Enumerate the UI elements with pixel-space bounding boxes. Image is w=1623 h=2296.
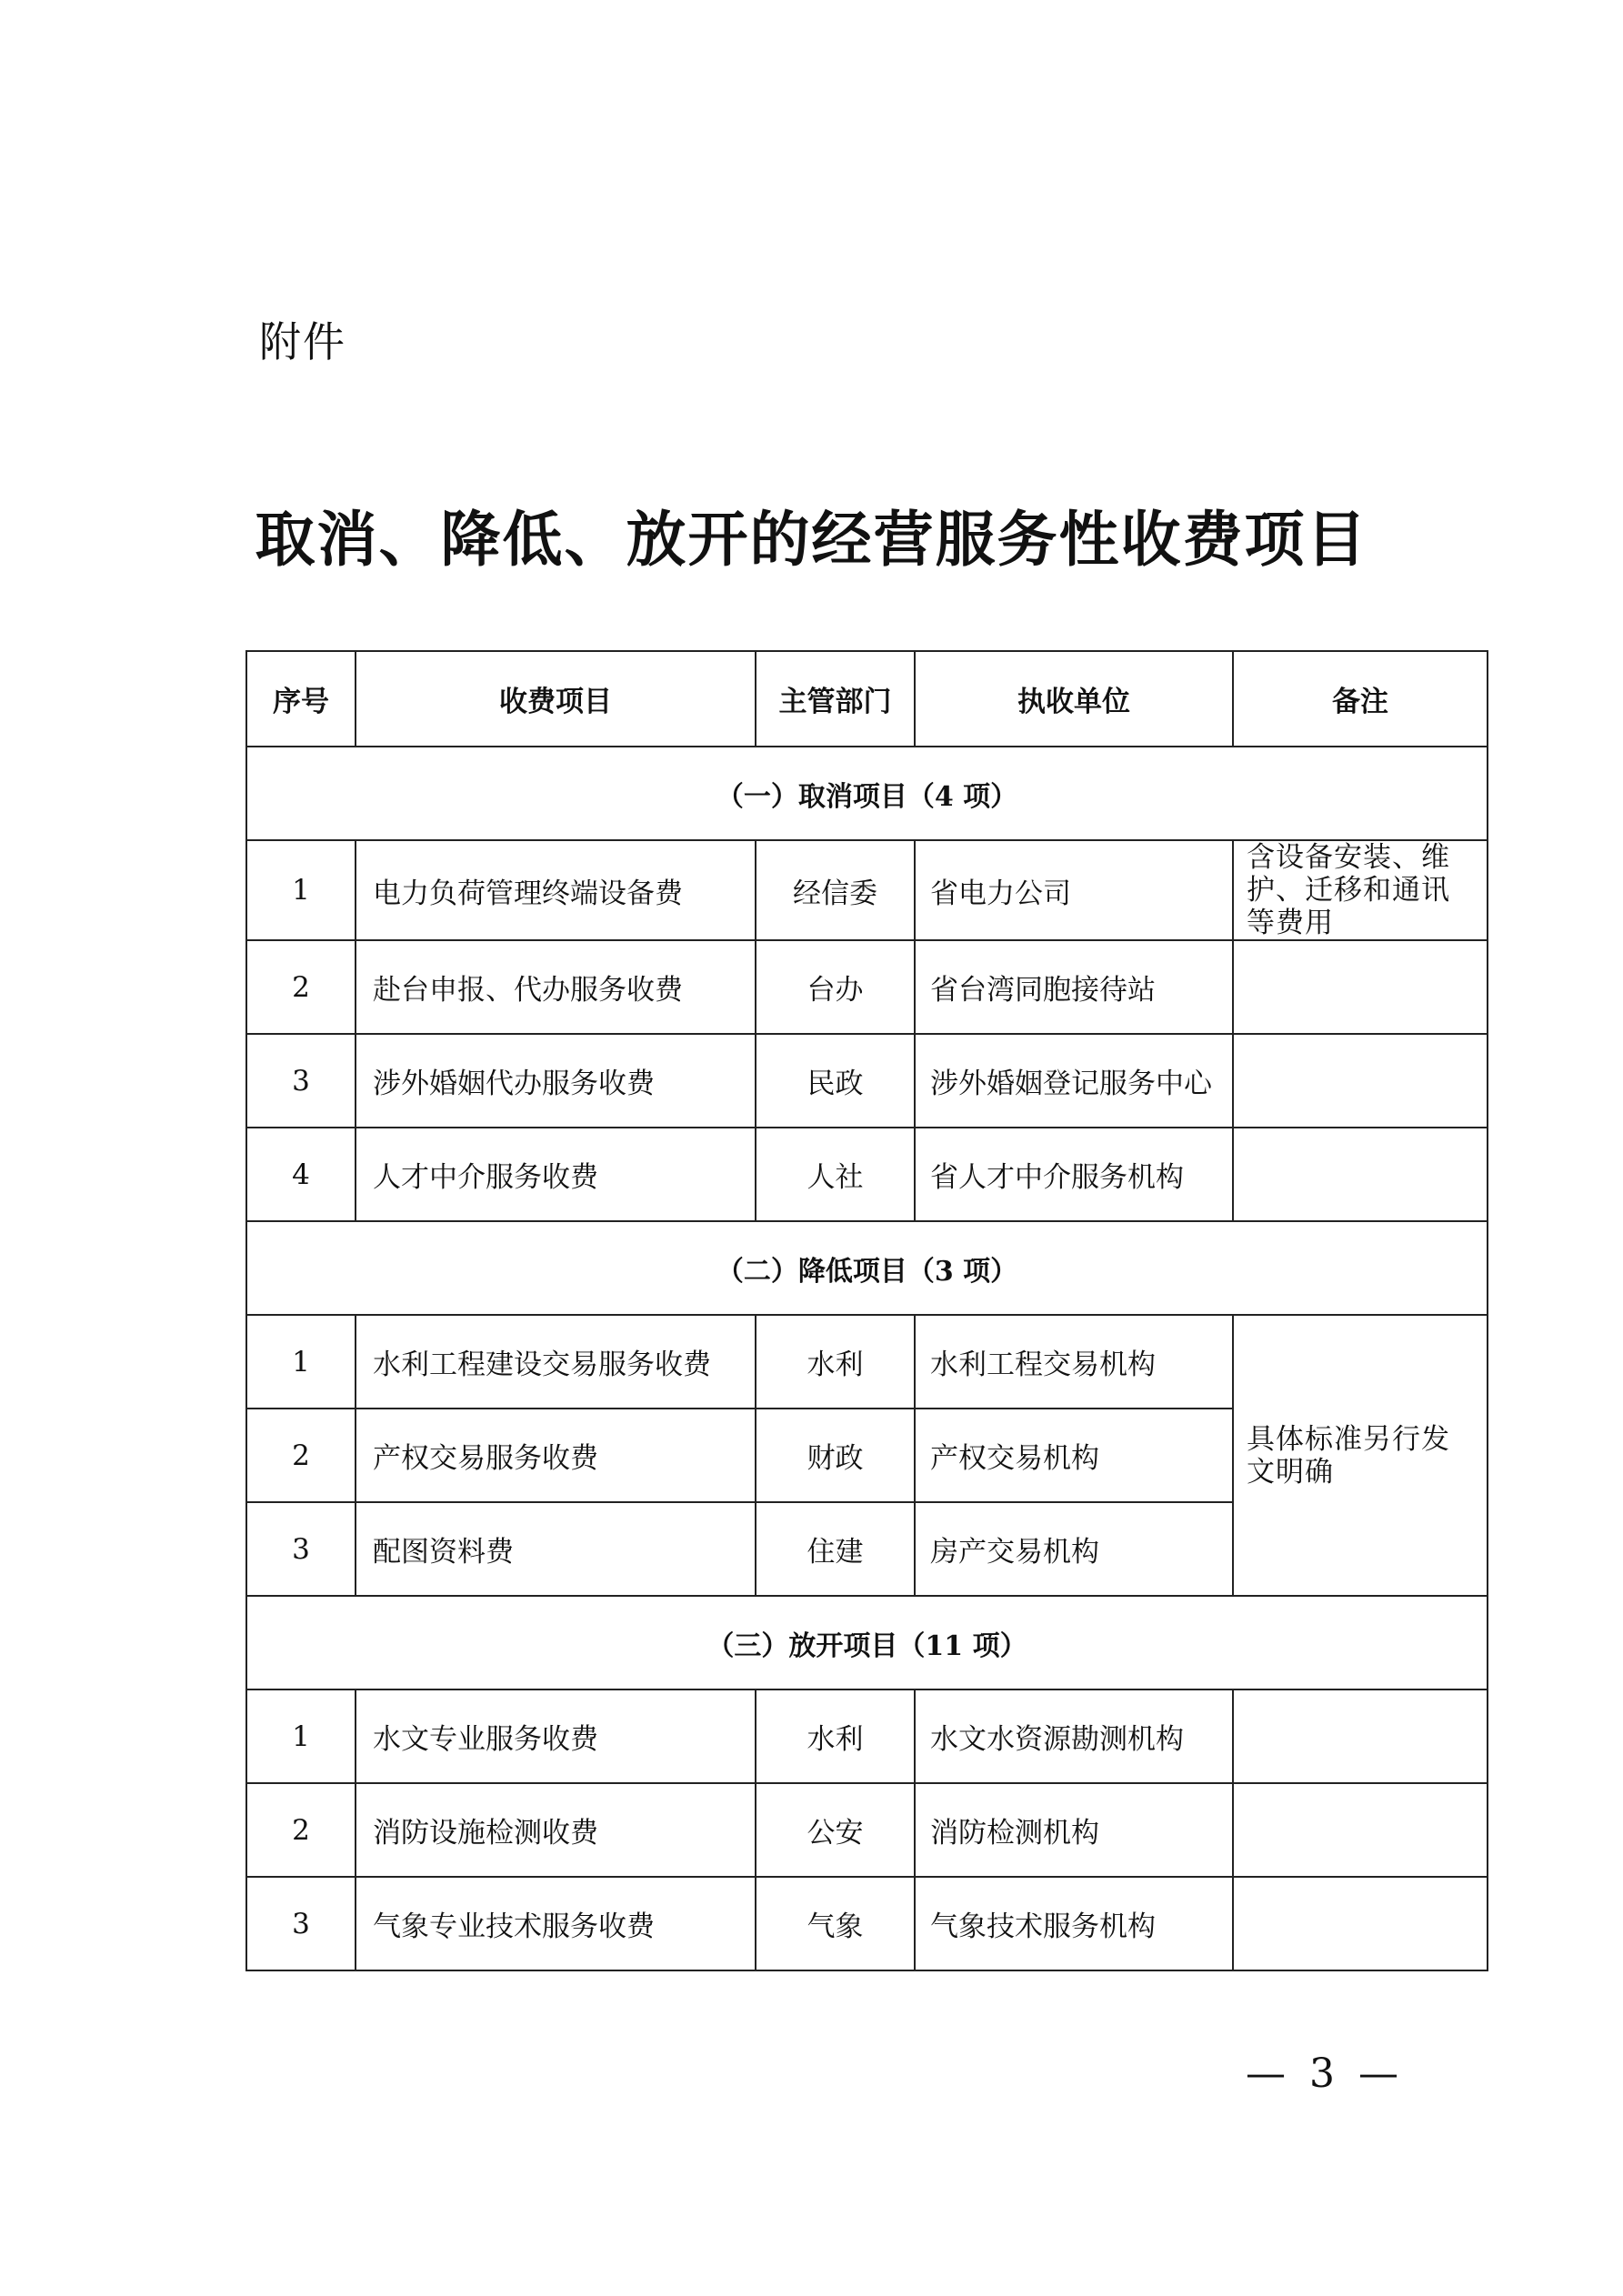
page-number: — 3 — [1246,2050,1404,2097]
shared-remarks: 具体标准另行发文明确 [1233,1315,1488,1596]
section-title: （二）降低项目（3 项） [246,1221,1488,1315]
row-item: 水利工程建设交易服务收费 [356,1315,756,1409]
section-row-cancel [246,747,1488,840]
row-remarks: 含设备安装、维护、迁移和通讯等费用 [1233,840,1488,940]
table-row [246,1783,1488,1877]
row-item: 气象专业技术服务收费 [356,1877,756,1970]
row-collector: 省电力公司 [915,840,1233,940]
row-department: 人社 [756,1128,915,1221]
row-number: 1 [246,1315,356,1409]
table-row [246,840,1488,940]
row-item: 消防设施检测收费 [356,1783,756,1877]
header-collector: 执收单位 [915,651,1233,747]
row-collector: 水文水资源勘测机构 [915,1689,1233,1783]
row-remarks [1233,1128,1488,1221]
fee-items-table [245,650,1488,1971]
row-item: 水文专业服务收费 [356,1689,756,1783]
row-item: 产权交易服务收费 [356,1409,756,1502]
header-item: 收费项目 [356,651,756,747]
row-number: 2 [246,1783,356,1877]
row-department: 水利 [756,1689,915,1783]
row-remarks [1233,940,1488,1034]
section-row-liberalize [246,1596,1488,1689]
row-collector: 省台湾同胞接待站 [915,940,1233,1034]
row-number: 2 [246,940,356,1034]
table-row [246,940,1488,1034]
row-department: 经信委 [756,840,915,940]
row-item: 涉外婚姻代办服务收费 [356,1034,756,1128]
row-department: 民政 [756,1034,915,1128]
row-department: 财政 [756,1409,915,1502]
row-collector: 涉外婚姻登记服务中心 [915,1034,1233,1128]
table-row [246,1128,1488,1221]
row-remarks [1233,1877,1488,1970]
row-collector: 气象技术服务机构 [915,1877,1233,1970]
row-collector: 消防检测机构 [915,1783,1233,1877]
row-number: 2 [246,1409,356,1502]
attachment-label: 附件 [259,317,346,366]
row-item: 电力负荷管理终端设备费 [356,840,756,940]
row-number: 3 [246,1034,356,1128]
table-header-row [246,651,1488,747]
row-department: 住建 [756,1502,915,1596]
row-department: 气象 [756,1877,915,1970]
row-remarks [1233,1034,1488,1128]
header-department: 主管部门 [756,651,915,747]
row-remarks [1233,1689,1488,1783]
row-number: 4 [246,1128,356,1221]
row-collector: 房产交易机构 [915,1502,1233,1596]
row-number: 3 [246,1502,356,1596]
row-department: 台办 [756,940,915,1034]
row-collector: 省人才中介服务机构 [915,1128,1233,1221]
row-item: 人才中介服务收费 [356,1128,756,1221]
section-row-reduce [246,1221,1488,1315]
row-collector: 水利工程交易机构 [915,1315,1233,1409]
row-number: 3 [246,1877,356,1970]
table-row [246,1315,1488,1409]
row-number: 1 [246,840,356,940]
table-row [246,1034,1488,1128]
header-remarks: 备注 [1233,651,1488,747]
document-title: 取消、降低、放开的经营服务性收费项目 [255,504,1368,575]
row-collector: 产权交易机构 [915,1409,1233,1502]
row-item: 赴台申报、代办服务收费 [356,940,756,1034]
row-department: 公安 [756,1783,915,1877]
table-row [246,1877,1488,1970]
section-title: （三）放开项目（11 项） [246,1596,1488,1689]
row-remarks [1233,1783,1488,1877]
table-row [246,1689,1488,1783]
row-item: 配图资料费 [356,1502,756,1596]
header-number: 序号 [246,651,356,747]
section-title: （一）取消项目（4 项） [246,747,1488,840]
row-number: 1 [246,1689,356,1783]
row-department: 水利 [756,1315,915,1409]
